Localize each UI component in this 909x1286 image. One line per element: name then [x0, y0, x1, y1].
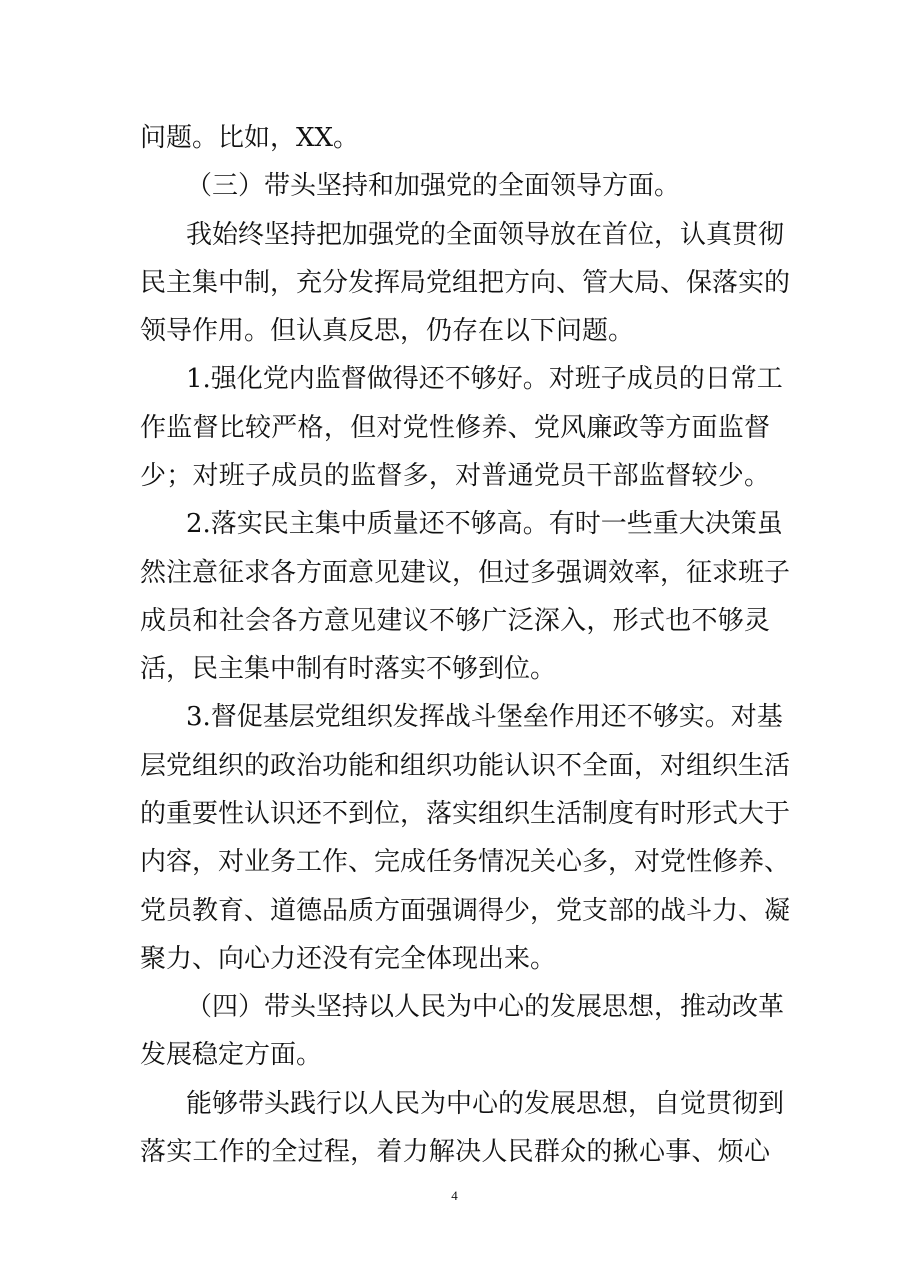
text-line: 2.落实民主集中质量还不够高。有时一些重大决策虽 — [186, 509, 783, 539]
text-line: 我始终坚持把加强党的全面领导放在首位，认真贯彻 — [186, 220, 785, 250]
text-line: 少；对班子成员的监督多，对普通党员干部监督较少。 — [140, 461, 771, 491]
text-line: 成员和社会各方意见建议不够广泛深入，形式也不够灵 — [140, 606, 771, 636]
section-heading: （四）带头坚持以人民为中心的发展思想，推动改革 — [186, 992, 785, 1022]
text-line: 能够带头践行以人民为中心的发展思想，自觉贯彻到 — [186, 1089, 785, 1119]
text-line: 1.强化党内监督做得还不够好。对班子成员的日常工 — [186, 364, 783, 394]
text-line: 聚力、向心力还没有完全体现出来。 — [140, 944, 557, 974]
text-line: 3.督促基层党组织发挥战斗堡垒作用还不够实。对基 — [186, 702, 783, 732]
page-number: 4 — [451, 1188, 458, 1203]
text-line: 活，民主集中制有时落实不够到位。 — [140, 654, 557, 684]
text-line: 落实工作的全过程，着力解决人民群众的揪心事、烦心 — [140, 1137, 771, 1167]
text-line: 然注意征求各方面意见建议，但过多强调效率，征求班子 — [140, 558, 791, 588]
text-line: 作监督比较严格，但对党性修养、党风廉政等方面监督 — [140, 413, 771, 443]
text-line: 发展稳定方面。 — [140, 1040, 323, 1070]
text-line: 的重要性认识还不到位，落实组织生活制度有时形式大于 — [140, 799, 791, 829]
text-line: 领导作用。但认真反思，仍存在以下问题。 — [140, 316, 635, 346]
text-line: 民主集中制，充分发挥局党组把方向、管大局、保落实的 — [140, 268, 791, 298]
text-line: 层党组织的政治功能和组织功能认识不全面，对组织生活 — [140, 751, 791, 781]
text-line: 内容，对业务工作、完成任务情况关心多，对党性修养、 — [140, 847, 791, 877]
text-line: 党员教育、道德品质方面强调得少，党支部的战斗力、凝 — [140, 896, 791, 926]
text-line: 问题。比如，XX。 — [140, 123, 360, 153]
section-heading: （三）带头坚持和加强党的全面领导方面。 — [186, 171, 681, 201]
